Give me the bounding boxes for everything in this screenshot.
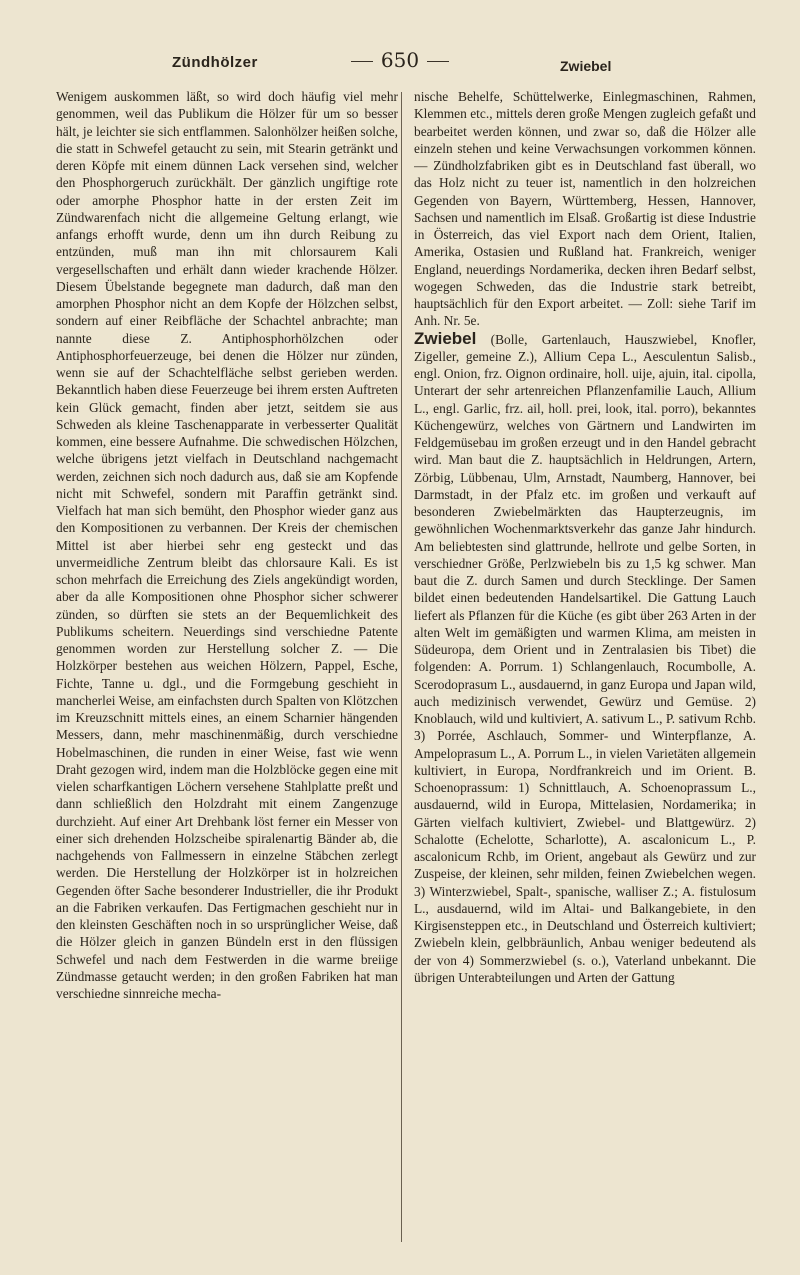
zwiebel-text: (Bolle, Gartenlauch, Hauszwiebel, Knofler, Zigeller, gemeine Z.), Allium Cepa L., Aesculentun Salisb., engl. Onion, frz. Oignon ordinaire, holl. uije, ajuin, ital. cipolla, Unterart der sehr artenreichen Pflanzenfamilie Lauch, Allium L., engl. Garlic, frz. ail, holl. prei, look, ital. porro), bekanntes Küchengewürz, welches von Gärtnern und Landwirten im Feldgemüsebau im großen erzeugt und in den Handel gebracht wird. Man baut die Z. hauptsächlich in Heldrungen, Artern, Zörbig, Lübbenau, Ulm, Arnstadt, Naumberg, Hannover, bei Darmstadt, in der Pfalz etc. im großen und verkauft auf besonderen Zwiebelmärkten das Haupterzeugnis, im gewöhnlichen Wochenmarktsverkehr das ganze Jahr hindurch. Am beliebtesten sind glattrunde, hellrote und gelbe Sorten, in verschiedner Größe, Perlzwiebeln bis zu 1,5 kg schwer. Man baut die Z. durch Samen und durch Stecklinge. Der Samen bildet einen bedeutenden Handelsartikel. Die Gattung Lauch liefert als Pflanzen für die Küche (es gibt über 263 Arten in der alten Welt im gemäßigten und warmen Klima, am meisten in Südeuropa, dem Orient und in Zentralasien bis Tibet) die folgenden: A. Porrum. 1) Schlangenlauch, Rocumbolle, A. Scerodoprasum L., ausdauernd, in ganz Europa und Japan wild, auch medizinisch verwendet, Gewürz und Gemüse. 2) Knoblauch, wild und kultiviert, A. sativum L., P. sativum Rchb. 3) Porrée, Aschlauch, Sommer- und Winterpflanze, A. Ampeloprasum L., A. Porrum L., in vielen Varietäten allgemein kultiviert, in Europa, Nordfrankreich und im Orient. B. Schoenoprassum: 1) Schnittlauch, A. Schoenoprassum L., ausdauernd, wild in Europa, Mittelasien, Nordamerika; in Gärten vielfach kultiviert, Zwiebel- und Blattgewürz. 2) Schalotte (Echelotte, Scharlotte), A. ascalonicum L., P. ascalonicum Rchb, im Orient, angebaut als Gewürz und zur Zuspeise, der kleinen, sehr milden, feinen Zwiebelchen wegen. 3) Winterzwiebel, Spalt-, spanische, walliser Z.; A. fistulosum L., ausdauernd, wild im Altai- und Balkangebiete, in den Kirgisensteppen etc., in Deutschland und Österreich kultiviert; Zwiebeln klein, gelbbräunlich, Anbau weniger bedeutend als der von 4) Sommerzwiebel (s. o.), Vaterland unbekannt. Die übrigen Unterabteilungen und Arten der Gattung — [414, 331, 756, 985]
left-headword: Zündhölzer — [172, 54, 258, 71]
right-headword: Zwiebel — [560, 58, 612, 74]
left-column-text: Wenigem auskommen läßt, so wird doch häufig viel mehr genommen, weil das Publikum die Hölzer für um so besser hält, je leichter sie sich entflammen. Salonhölzer heißen solche, die statt in Schwefel getaucht zu sein, mit Stearin getränkt und deren Köpfe mit einem dünnen Lack versehen sind, welcher den Phosphorgeruch zurückhält. Der gänzlich ungiftige rote oder amorphe Phosphor hatte in der ersten Zeit im Zündwarenfach nicht die allgemeine Geltung erlangt, wie anfangs erhofft wurde, denn um ihn durch Reibung zu entzünden, muß man ihn mit chlorsaurem Kali vergesellschaften und erhält dann wieder krachende Hölzer. Diesem Übelstande begegnete man dadurch, daß man den amorphen Phosphor nicht an dem Kopfe der Hölzchen selbst, sondern auf einer Reibfläche der Schachtel anbrachte; man nannte diese Z. Antiphosphorhölzchen oder Antiphosphorfeuerzeuge, bei denen die Hölzer nur zünden, wenn sie auf der Schachtelfläche selbst gerieben werden. Bekanntlich haben diese Feuerzeuge bei ihrem ersten Auftreten kein Glück gemacht, finden aber jetzt, seitdem sie aus Schweden als kleine Taschenapparate in verbesserter Qualität kommen, eine bessere Aufnahme. Die schwedischen Hölzchen, welche übrigens jetzt vielfach in Deutschland nachgemacht werden, zeichnen sich noch dadurch aus, daß sie am Kopfende nicht mit Schwefel, sondern mit Paraffin getränkt sind. Vielfach hat man sich bemüht, den Phosphor wieder ganz aus den Kompositionen zu verbannen. Der Kreis der chemischen Mittel ist aber hierbei sehr eng gesteckt und das unvermeidliche Zentrum bleibt das chlorsaure Kali. Es ist schon mehrfach die Erreichung des Ziels angekündigt worden, aber da alle Kompositionen ohne Phosphor sicher schwerer zünden, so dürften sie stets an der Bequemlichkeit des Publikums scheitern. Neuerdings sind verschiedne Patente genommen worden zur Herstellung solcher Z. — Die Holzkörper bestehen aus weichen Hölzern, Pappel, Esche, Fichte, Tanne u. dgl., und die Formgebung geschieht in mancherlei Weise, am einfachsten durch Spalten von Klötzchen im Kreuzschnitt mittels eines, an einem Scharnier hängenden Messers, dann, mehr maschinenmäßig, durch verschiedne Hobelmaschinen, die runden in einer Weise, fast wie wenn Draht gezogen wird, indem man die Holzblöcke gegen eine mit vielen scharfkantigen Löchern versehene Stahlplatte preßt und dann schließlich den Holzdraht mit einem Zangenzuge durchzieht. Auf einer Art Drehbank löst ferner ein Messer von einer sich drehenden Holzscheibe spiralenartig Bänder ab, die nachgehends von Fallmessern in einzelne Stäbchen zerlegt werden. Die Herstellung der Holzkörper ist in holzreichen Gegenden öfter Sache besonderer Industrieller, die ihr Produkt an die Fabriken verkaufen. Das Fertigmachen geschieht nur in den kleinsten Geschäften noch in so ursprünglicher Weise, daß die Hölzer gleich in ganzen Bündeln erst in den flüssigen Schwefel und nach dem Festwerden in die warme breiige Zündmasse getaucht werden; in den großen Fabriken hat man verschiedne sinnreiche mecha- — [56, 89, 398, 1001]
zuendhoelzer-continuation: nische Behelfe, Schüttelwerke, Einlegmaschinen, Rahmen, Klemmen etc., mittels deren große Mengen zugleich gefaßt und bearbeitet werden können, und zwar so, daß die Hölzer alle einzeln stehen und keine Verwachsungen vorkommen können. — Zündholzfabriken gibt es in Deutschland fast überall, wo das Holz nicht zu teuer ist, namentlich in den holzreichen Gegenden von Bayern, Württemberg, Hessen, Hannover, Sachsen und namentlich im Elsaß. Großartig ist diese Industrie in Österreich, das viel Export nach dem Orient, Italien, Amerika, Ostasien und Rußland hat. Frankreich, weniger England, neuerdings Nordamerika, decken ihren Bedarf selbst, wogegen Schweden, das die Industrie stark betreibt, hauptsächlich für den Export arbeitet. — Zoll: siehe Tarif im Anh. Nr. 5e. — [414, 89, 756, 329]
zwiebel-lemma: Zwiebel — [414, 328, 477, 348]
column-divider — [401, 92, 402, 1242]
running-header — [52, 48, 748, 78]
right-column — [414, 88, 756, 1263]
zwiebel-entry — [414, 330, 756, 987]
page-number: 650 — [52, 48, 748, 72]
left-column — [56, 88, 398, 1263]
